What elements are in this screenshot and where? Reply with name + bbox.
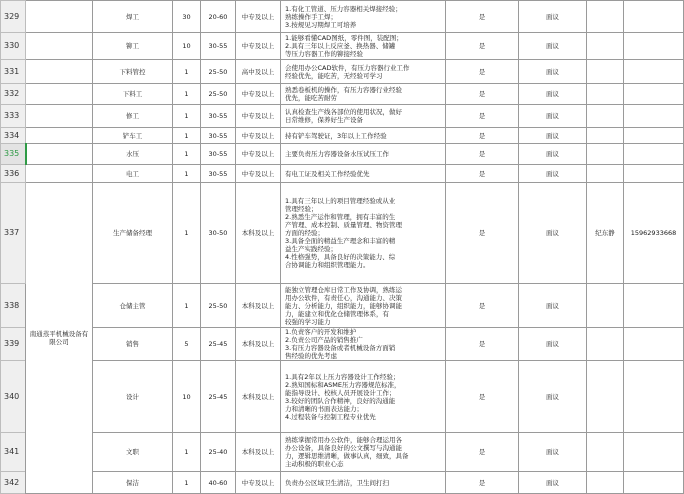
age-cell[interactable]: 25-50 <box>201 84 236 105</box>
position-cell[interactable]: 生产储备经理 <box>93 183 173 284</box>
phone-cell[interactable] <box>624 165 684 183</box>
table-row-selected[interactable] <box>1 144 684 165</box>
contact-cell[interactable] <box>587 60 624 84</box>
education-cell[interactable]: 中专及以上 <box>236 144 281 165</box>
salary-cell[interactable]: 面议 <box>519 361 587 433</box>
row-header[interactable]: 334 <box>1 128 26 144</box>
contact-cell[interactable] <box>587 144 624 165</box>
housing-cell[interactable]: 是 <box>446 361 519 433</box>
company-cell[interactable]: 南通蒸平机械设备有限公司 <box>26 183 93 494</box>
phone-cell[interactable] <box>624 433 684 472</box>
company-cell[interactable] <box>26 105 93 128</box>
table-row[interactable] <box>1 328 684 361</box>
company-cell[interactable] <box>26 33 93 60</box>
table-row[interactable] <box>1 433 684 472</box>
count-cell[interactable]: 1 <box>173 84 201 105</box>
requirements-cell[interactable]: 会使用办公CAD软件，有压力容器行业工作 经验优先，能吃苦，无经验可学习 <box>281 60 446 84</box>
housing-cell[interactable]: 是 <box>446 60 519 84</box>
age-cell[interactable]: 25-50 <box>201 284 236 328</box>
requirements-cell[interactable]: 熟悉卷板机的操作，有压力容器行业经验 优先，能吃苦耐劳 <box>281 84 446 105</box>
requirements-cell[interactable]: 主要负责压力容器设备水压试压工作 <box>281 144 446 165</box>
salary-cell[interactable]: 面议 <box>519 105 587 128</box>
education-cell[interactable]: 本科及以上 <box>236 328 281 361</box>
phone-cell[interactable] <box>624 128 684 144</box>
table-row[interactable] <box>1 165 684 183</box>
contact-cell[interactable] <box>587 1 624 33</box>
education-cell[interactable]: 本科及以上 <box>236 361 281 433</box>
row-header[interactable]: 336 <box>1 165 26 183</box>
age-cell[interactable]: 30-55 <box>201 105 236 128</box>
housing-cell[interactable]: 是 <box>446 284 519 328</box>
requirements-cell[interactable]: 持有铲车驾驶证，3年以上工作经验 <box>281 128 446 144</box>
table-row[interactable] <box>1 60 684 84</box>
count-cell[interactable]: 1 <box>173 183 201 284</box>
phone-cell[interactable] <box>624 361 684 433</box>
table-row[interactable] <box>1 128 684 144</box>
company-cell[interactable] <box>26 1 93 33</box>
phone-cell[interactable] <box>624 328 684 361</box>
salary-cell[interactable]: 面议 <box>519 33 587 60</box>
salary-cell[interactable]: 面议 <box>519 144 587 165</box>
row-header[interactable]: 330 <box>1 33 26 60</box>
education-cell[interactable]: 中专及以上 <box>236 105 281 128</box>
position-cell[interactable]: 下料工 <box>93 84 173 105</box>
table-row[interactable] <box>1 1 684 33</box>
table-row[interactable] <box>1 33 684 60</box>
age-cell[interactable]: 30-50 <box>201 183 236 284</box>
phone-cell[interactable]: 15962933668 <box>624 183 684 284</box>
housing-cell[interactable]: 是 <box>446 472 519 494</box>
housing-cell[interactable]: 是 <box>446 165 519 183</box>
salary-cell[interactable]: 面议 <box>519 472 587 494</box>
education-cell[interactable]: 中专及以上 <box>236 84 281 105</box>
education-cell[interactable]: 中专及以上 <box>236 472 281 494</box>
count-cell[interactable]: 5 <box>173 328 201 361</box>
count-cell[interactable]: 1 <box>173 284 201 328</box>
position-cell[interactable]: 铆工 <box>93 33 173 60</box>
count-cell[interactable]: 1 <box>173 128 201 144</box>
age-cell[interactable]: 30-55 <box>201 144 236 165</box>
count-cell[interactable]: 1 <box>173 105 201 128</box>
position-cell[interactable]: 修工 <box>93 105 173 128</box>
housing-cell[interactable]: 是 <box>446 328 519 361</box>
phone-cell[interactable] <box>624 33 684 60</box>
age-cell[interactable]: 30-55 <box>201 128 236 144</box>
company-cell[interactable] <box>26 60 93 84</box>
table-row[interactable] <box>1 472 684 494</box>
count-cell[interactable]: 1 <box>173 472 201 494</box>
contact-cell[interactable] <box>587 165 624 183</box>
row-header[interactable]: 331 <box>1 60 26 84</box>
requirements-cell[interactable]: 能独立管理仓库日常工作及协调，熟练运 用办公软件，有责任心，沟通能力、决策 能力、分析能力，组织能力，能够协调能 力，能建立和优化仓储管理体系，有 较强的学习能力 <box>281 284 446 328</box>
count-cell[interactable]: 10 <box>173 361 201 433</box>
age-cell[interactable]: 20-60 <box>201 1 236 33</box>
table-row[interactable] <box>1 105 684 128</box>
requirements-cell[interactable]: 1.能够看懂CAD图纸，零件图，装配图； 2.具有三年以上反应釜、换热器、储罐 等压力容器工作的铆接经验 <box>281 33 446 60</box>
contact-cell[interactable] <box>587 328 624 361</box>
age-cell[interactable]: 25-45 <box>201 328 236 361</box>
contact-cell[interactable] <box>587 84 624 105</box>
position-cell[interactable]: 铲车工 <box>93 128 173 144</box>
housing-cell[interactable]: 是 <box>446 128 519 144</box>
housing-cell[interactable]: 是 <box>446 144 519 165</box>
housing-cell[interactable]: 是 <box>446 33 519 60</box>
education-cell[interactable]: 本科及以上 <box>236 183 281 284</box>
position-cell[interactable]: 焊工 <box>93 1 173 33</box>
contact-cell[interactable] <box>587 284 624 328</box>
row-header[interactable]: 341 <box>1 433 26 472</box>
position-cell[interactable]: 设计 <box>93 361 173 433</box>
phone-cell[interactable] <box>624 472 684 494</box>
education-cell[interactable]: 高中及以上 <box>236 60 281 84</box>
contact-cell[interactable] <box>587 128 624 144</box>
contact-cell[interactable] <box>587 105 624 128</box>
position-cell[interactable]: 保洁 <box>93 472 173 494</box>
age-cell[interactable]: 25-45 <box>201 361 236 433</box>
requirements-cell[interactable]: 熟练掌握常用办公软件，能够合理运用各 办公设备，具备良好的公文撰写与沟通能 力，逻辑思维清晰，做事认真，细致，具备 主动积极的职业心态 <box>281 433 446 472</box>
housing-cell[interactable]: 是 <box>446 105 519 128</box>
position-cell[interactable]: 文职 <box>93 433 173 472</box>
contact-cell[interactable] <box>587 472 624 494</box>
salary-cell[interactable]: 面议 <box>519 183 587 284</box>
count-cell[interactable]: 1 <box>173 433 201 472</box>
count-cell[interactable]: 1 <box>173 165 201 183</box>
phone-cell[interactable] <box>624 60 684 84</box>
education-cell[interactable]: 本科及以上 <box>236 284 281 328</box>
housing-cell[interactable]: 是 <box>446 1 519 33</box>
count-cell[interactable]: 10 <box>173 33 201 60</box>
phone-cell[interactable] <box>624 144 684 165</box>
education-cell[interactable]: 本科及以上 <box>236 433 281 472</box>
housing-cell[interactable]: 是 <box>446 433 519 472</box>
count-cell[interactable]: 30 <box>173 1 201 33</box>
row-header[interactable]: 337 <box>1 183 26 284</box>
phone-cell[interactable] <box>624 84 684 105</box>
company-cell[interactable] <box>26 144 93 165</box>
housing-cell[interactable]: 是 <box>446 183 519 284</box>
position-cell[interactable]: 水压 <box>93 144 173 165</box>
age-cell[interactable]: 25-40 <box>201 433 236 472</box>
requirements-cell[interactable]: 有电工证及相关工作经验优先 <box>281 165 446 183</box>
company-cell[interactable] <box>26 84 93 105</box>
salary-cell[interactable]: 面议 <box>519 60 587 84</box>
housing-cell[interactable]: 是 <box>446 84 519 105</box>
salary-cell[interactable]: 面议 <box>519 165 587 183</box>
position-cell[interactable]: 仓储主管 <box>93 284 173 328</box>
salary-cell[interactable]: 面议 <box>519 284 587 328</box>
education-cell[interactable]: 中专及以上 <box>236 128 281 144</box>
position-cell[interactable]: 销售 <box>93 328 173 361</box>
row-header-selected[interactable]: 335 <box>1 144 26 165</box>
requirements-cell[interactable]: 1.有化工管道、压力容器相关焊接经验； 熟练操作手工焊； 3.按规见习期焊工可培养 <box>281 1 446 33</box>
table-row[interactable] <box>1 361 684 433</box>
salary-cell[interactable]: 面议 <box>519 328 587 361</box>
education-cell[interactable]: 中专及以上 <box>236 1 281 33</box>
age-cell[interactable]: 40-60 <box>201 472 236 494</box>
row-header[interactable]: 338 <box>1 284 26 328</box>
education-cell[interactable]: 中专及以上 <box>236 165 281 183</box>
salary-cell[interactable]: 面议 <box>519 433 587 472</box>
salary-cell[interactable]: 面议 <box>519 84 587 105</box>
age-cell[interactable]: 30-55 <box>201 33 236 60</box>
age-cell[interactable]: 30-55 <box>201 165 236 183</box>
phone-cell[interactable] <box>624 105 684 128</box>
requirements-cell[interactable]: 认真检查生产线各部位的使用状况，做好 日常维修，保养好生产设备 <box>281 105 446 128</box>
position-cell[interactable]: 下料管控 <box>93 60 173 84</box>
row-header[interactable]: 332 <box>1 84 26 105</box>
row-header[interactable]: 333 <box>1 105 26 128</box>
phone-cell[interactable] <box>624 1 684 33</box>
company-cell[interactable] <box>26 165 93 183</box>
row-header[interactable]: 329 <box>1 1 26 33</box>
age-cell[interactable]: 25-50 <box>201 60 236 84</box>
requirements-cell[interactable]: 1.具有三年以上的项目管理经验或从业 管理经验； 2.熟悉生产运作和管理，拥有丰富的生 产管理、成本控制、质量管理、物资管理 方面的经验； 3.具备全面的精益生产理念和丰富的精 益生产实践经验； 4.性格强势，具备良好的决策能力、综 合协调能力和组织管理能力。 <box>281 183 446 284</box>
table-row[interactable] <box>1 284 684 328</box>
table-row[interactable] <box>1 84 684 105</box>
row-header[interactable]: 340 <box>1 361 26 433</box>
salary-cell[interactable]: 面议 <box>519 128 587 144</box>
position-cell[interactable]: 电工 <box>93 165 173 183</box>
requirements-cell[interactable]: 负责办公区域卫生清洁，卫生间打扫 <box>281 472 446 494</box>
contact-cell[interactable] <box>587 433 624 472</box>
contact-cell[interactable] <box>587 33 624 60</box>
count-cell[interactable]: 1 <box>173 60 201 84</box>
contact-cell[interactable] <box>587 361 624 433</box>
contact-cell[interactable]: 纪东静 <box>587 183 624 284</box>
requirements-cell[interactable]: 1.负责客户的开发和维护 2.负责公司产品的销售推广 3.有压力容器设备或者机械设备方面销 售经验的优先考虑 <box>281 328 446 361</box>
education-cell[interactable]: 中专及以上 <box>236 33 281 60</box>
company-cell[interactable] <box>26 128 93 144</box>
row-header[interactable]: 342 <box>1 472 26 494</box>
table-row[interactable] <box>1 183 684 284</box>
salary-cell[interactable]: 面议 <box>519 1 587 33</box>
requirements-cell[interactable]: 1.具有2年以上压力容器设计工作经验； 2.熟知国标和ASME压力容器规范标准， 能指导设计、校核人员开展设计工作； 3.较好的团队合作精神，良好的沟通能 力和清晰的书面表达能力； 4.过程装备与控制工程专业优先 <box>281 361 446 433</box>
row-header[interactable]: 339 <box>1 328 26 361</box>
count-cell[interactable]: 1 <box>173 144 201 165</box>
phone-cell[interactable] <box>624 284 684 328</box>
